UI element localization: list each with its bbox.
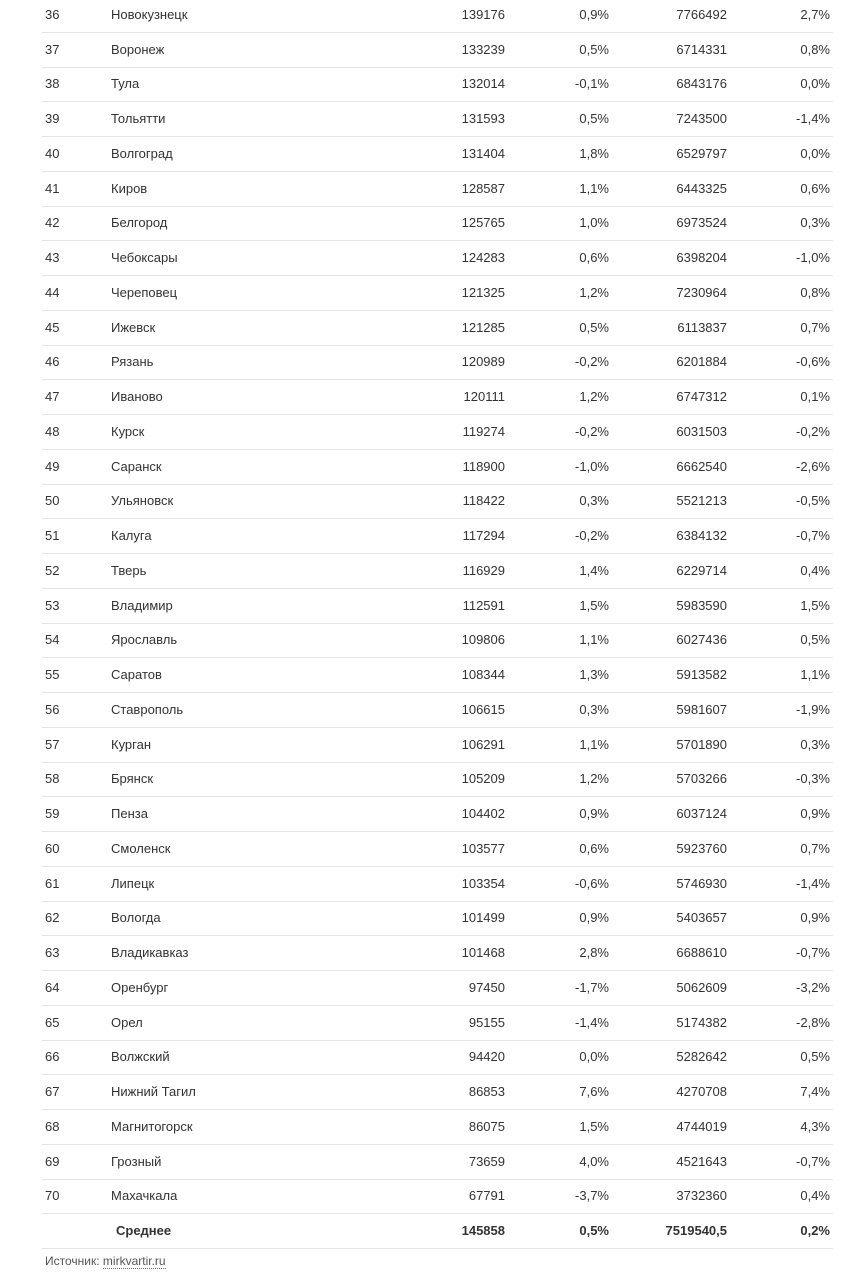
price-change-cell: -1,0%	[505, 449, 609, 484]
cost-change-cell: 4,3%	[727, 1110, 833, 1145]
table-row	[42, 658, 833, 693]
city-cell: Иваново	[111, 380, 371, 415]
table-row	[42, 1005, 833, 1040]
avg-cost-cell: 6747312	[609, 380, 727, 415]
summary-rank-cell	[42, 1214, 111, 1249]
avg-cost-cell: 7230964	[609, 276, 727, 311]
table-row	[42, 519, 833, 554]
rank-cell: 67	[42, 1075, 111, 1110]
rank-cell: 52	[42, 554, 111, 589]
avg-cost-cell: 5174382	[609, 1005, 727, 1040]
city-cell: Киров	[111, 171, 371, 206]
avg-cost-cell: 4521643	[609, 1144, 727, 1179]
city-cell: Ставрополь	[111, 693, 371, 728]
city-cell: Владикавказ	[111, 936, 371, 971]
city-cell: Вологда	[111, 901, 371, 936]
cost-change-cell: -0,3%	[727, 762, 833, 797]
price-change-cell: 2,8%	[505, 936, 609, 971]
price-per-sqm-cell: 112591	[371, 588, 505, 623]
price-per-sqm-cell: 104402	[371, 797, 505, 832]
table-row	[42, 0, 833, 32]
price-per-sqm-cell: 133239	[371, 32, 505, 67]
cost-change-cell: 1,5%	[727, 588, 833, 623]
cost-change-cell: -0,7%	[727, 936, 833, 971]
price-per-sqm-cell: 131404	[371, 137, 505, 172]
price-per-sqm-cell: 94420	[371, 1040, 505, 1075]
city-price-table-container	[42, 0, 833, 1249]
table-row	[42, 936, 833, 971]
avg-cost-cell: 6027436	[609, 623, 727, 658]
table-row	[42, 1110, 833, 1145]
summary-price: 145858	[371, 1214, 505, 1249]
rank-cell: 64	[42, 971, 111, 1006]
city-cell: Владимир	[111, 588, 371, 623]
price-per-sqm-cell: 95155	[371, 1005, 505, 1040]
rank-cell: 69	[42, 1144, 111, 1179]
avg-cost-cell: 5981607	[609, 693, 727, 728]
avg-cost-cell: 5746930	[609, 866, 727, 901]
rank-cell: 53	[42, 588, 111, 623]
city-cell: Тверь	[111, 554, 371, 589]
summary-price-change: 0,5%	[505, 1214, 609, 1249]
city-cell: Саратов	[111, 658, 371, 693]
rank-cell: 40	[42, 137, 111, 172]
price-per-sqm-cell: 86075	[371, 1110, 505, 1145]
avg-cost-cell: 7766492	[609, 0, 727, 32]
city-cell: Волжский	[111, 1040, 371, 1075]
price-per-sqm-cell: 106615	[371, 693, 505, 728]
rank-cell: 61	[42, 866, 111, 901]
cost-change-cell: 0,9%	[727, 797, 833, 832]
price-per-sqm-cell: 120989	[371, 345, 505, 380]
cost-change-cell: -0,5%	[727, 484, 833, 519]
table-row	[42, 206, 833, 241]
table-row	[42, 276, 833, 311]
rank-cell: 46	[42, 345, 111, 380]
rank-cell: 68	[42, 1110, 111, 1145]
avg-cost-cell: 5521213	[609, 484, 727, 519]
avg-cost-cell: 4744019	[609, 1110, 727, 1145]
price-change-cell: -0,2%	[505, 519, 609, 554]
avg-cost-cell: 5913582	[609, 658, 727, 693]
table-row	[42, 1144, 833, 1179]
rank-cell: 56	[42, 693, 111, 728]
table-row	[42, 866, 833, 901]
cost-change-cell: 0,4%	[727, 1179, 833, 1214]
avg-cost-cell: 5703266	[609, 762, 727, 797]
price-change-cell: -0,2%	[505, 415, 609, 450]
table-row	[42, 32, 833, 67]
price-per-sqm-cell: 120111	[371, 380, 505, 415]
avg-cost-cell: 7243500	[609, 102, 727, 137]
city-cell: Брянск	[111, 762, 371, 797]
cost-change-cell: 0,8%	[727, 32, 833, 67]
table-row	[42, 484, 833, 519]
price-change-cell: 1,5%	[505, 588, 609, 623]
price-change-cell: 1,2%	[505, 762, 609, 797]
table-row	[42, 901, 833, 936]
price-per-sqm-cell: 139176	[371, 0, 505, 32]
avg-cost-cell: 6843176	[609, 67, 727, 102]
price-change-cell: -0,6%	[505, 866, 609, 901]
avg-cost-cell: 6031503	[609, 415, 727, 450]
city-cell: Ижевск	[111, 310, 371, 345]
rank-cell: 43	[42, 241, 111, 276]
cost-change-cell: -0,6%	[727, 345, 833, 380]
city-cell: Рязань	[111, 345, 371, 380]
avg-cost-cell: 6973524	[609, 206, 727, 241]
rank-cell: 39	[42, 102, 111, 137]
rank-cell: 63	[42, 936, 111, 971]
table-row	[42, 415, 833, 450]
city-cell: Тольятти	[111, 102, 371, 137]
cost-change-cell: -1,4%	[727, 866, 833, 901]
rank-cell: 38	[42, 67, 111, 102]
rank-cell: 57	[42, 727, 111, 762]
avg-cost-cell: 5062609	[609, 971, 727, 1006]
summary-cost: 7519540,5	[609, 1214, 727, 1249]
table-row	[42, 380, 833, 415]
source-link[interactable]: mirkvartir.ru	[102, 1254, 166, 1268]
price-change-cell: 0,5%	[505, 310, 609, 345]
city-cell: Орел	[111, 1005, 371, 1040]
rank-cell: 49	[42, 449, 111, 484]
table-body	[42, 0, 833, 1249]
avg-cost-cell: 6662540	[609, 449, 727, 484]
rank-cell: 65	[42, 1005, 111, 1040]
table-row	[42, 762, 833, 797]
rank-cell: 50	[42, 484, 111, 519]
price-per-sqm-cell: 101468	[371, 936, 505, 971]
cost-change-cell: -3,2%	[727, 971, 833, 1006]
cost-change-cell: -2,8%	[727, 1005, 833, 1040]
price-per-sqm-cell: 105209	[371, 762, 505, 797]
city-cell: Воронеж	[111, 32, 371, 67]
avg-cost-cell: 6037124	[609, 797, 727, 832]
rank-cell: 36	[42, 0, 111, 32]
rank-cell: 66	[42, 1040, 111, 1075]
price-change-cell: -3,7%	[505, 1179, 609, 1214]
price-change-cell: 0,9%	[505, 901, 609, 936]
avg-cost-cell: 6529797	[609, 137, 727, 172]
price-change-cell: -0,2%	[505, 345, 609, 380]
avg-cost-cell: 6229714	[609, 554, 727, 589]
cost-change-cell: 0,4%	[727, 554, 833, 589]
city-cell: Ярославль	[111, 623, 371, 658]
city-cell: Белгород	[111, 206, 371, 241]
city-cell: Новокузнецк	[111, 0, 371, 32]
city-cell: Оренбург	[111, 971, 371, 1006]
rank-cell: 41	[42, 171, 111, 206]
price-per-sqm-cell: 124283	[371, 241, 505, 276]
avg-cost-cell: 5923760	[609, 832, 727, 867]
price-change-cell: 1,8%	[505, 137, 609, 172]
summary-label: Среднее	[111, 1214, 371, 1249]
avg-cost-cell: 3732360	[609, 1179, 727, 1214]
rank-cell: 62	[42, 901, 111, 936]
price-per-sqm-cell: 109806	[371, 623, 505, 658]
cost-change-cell: 0,6%	[727, 171, 833, 206]
cost-change-cell: 0,7%	[727, 832, 833, 867]
city-price-table	[42, 0, 833, 1249]
table-row	[42, 623, 833, 658]
price-change-cell: 1,2%	[505, 276, 609, 311]
cost-change-cell: 2,7%	[727, 0, 833, 32]
price-per-sqm-cell: 121325	[371, 276, 505, 311]
cost-change-cell: -0,2%	[727, 415, 833, 450]
city-cell: Липецк	[111, 866, 371, 901]
table-row	[42, 1040, 833, 1075]
cost-change-cell: -0,7%	[727, 519, 833, 554]
price-change-cell: 1,2%	[505, 380, 609, 415]
table-row	[42, 102, 833, 137]
price-per-sqm-cell: 116929	[371, 554, 505, 589]
price-change-cell: -1,7%	[505, 971, 609, 1006]
cost-change-cell: 0,3%	[727, 727, 833, 762]
avg-cost-cell: 6384132	[609, 519, 727, 554]
cost-change-cell: 0,5%	[727, 623, 833, 658]
city-cell: Волгоград	[111, 137, 371, 172]
table-row	[42, 1075, 833, 1110]
rank-cell: 60	[42, 832, 111, 867]
price-per-sqm-cell: 121285	[371, 310, 505, 345]
price-per-sqm-cell: 118900	[371, 449, 505, 484]
price-change-cell: 1,5%	[505, 1110, 609, 1145]
price-per-sqm-cell: 108344	[371, 658, 505, 693]
table-row	[42, 310, 833, 345]
price-change-cell: 1,1%	[505, 623, 609, 658]
table-row	[42, 137, 833, 172]
cost-change-cell: 0,0%	[727, 67, 833, 102]
price-change-cell: 0,0%	[505, 1040, 609, 1075]
avg-cost-cell: 6714331	[609, 32, 727, 67]
table-row	[42, 1179, 833, 1214]
price-change-cell: 1,4%	[505, 554, 609, 589]
price-per-sqm-cell: 128587	[371, 171, 505, 206]
city-cell: Саранск	[111, 449, 371, 484]
price-change-cell: 1,1%	[505, 171, 609, 206]
avg-cost-cell: 5403657	[609, 901, 727, 936]
summary-cost-change: 0,2%	[727, 1214, 833, 1249]
cost-change-cell: -2,6%	[727, 449, 833, 484]
table-row	[42, 693, 833, 728]
city-cell: Пенза	[111, 797, 371, 832]
avg-cost-cell: 5701890	[609, 727, 727, 762]
price-change-cell: 1,3%	[505, 658, 609, 693]
table-row	[42, 832, 833, 867]
rank-cell: 47	[42, 380, 111, 415]
price-per-sqm-cell: 67791	[371, 1179, 505, 1214]
table-row	[42, 67, 833, 102]
price-per-sqm-cell: 117294	[371, 519, 505, 554]
rank-cell: 54	[42, 623, 111, 658]
cost-change-cell: 0,1%	[727, 380, 833, 415]
table-row	[42, 797, 833, 832]
cost-change-cell: 0,5%	[727, 1040, 833, 1075]
price-change-cell: 0,5%	[505, 32, 609, 67]
price-change-cell: -1,4%	[505, 1005, 609, 1040]
price-change-cell: 0,3%	[505, 693, 609, 728]
rank-cell: 42	[42, 206, 111, 241]
table-row	[42, 588, 833, 623]
city-cell: Тула	[111, 67, 371, 102]
price-change-cell: 1,1%	[505, 727, 609, 762]
price-change-cell: 7,6%	[505, 1075, 609, 1110]
table-row	[42, 241, 833, 276]
price-change-cell: 0,6%	[505, 241, 609, 276]
cost-change-cell: -1,0%	[727, 241, 833, 276]
cost-change-cell: -1,4%	[727, 102, 833, 137]
city-cell: Курск	[111, 415, 371, 450]
avg-cost-cell: 5282642	[609, 1040, 727, 1075]
price-per-sqm-cell: 132014	[371, 67, 505, 102]
price-change-cell: 0,9%	[505, 0, 609, 32]
city-cell: Грозный	[111, 1144, 371, 1179]
cost-change-cell: 0,0%	[727, 137, 833, 172]
avg-cost-cell: 6398204	[609, 241, 727, 276]
city-cell: Чебоксары	[111, 241, 371, 276]
cost-change-cell: 0,7%	[727, 310, 833, 345]
city-cell: Ульяновск	[111, 484, 371, 519]
table-row	[42, 971, 833, 1006]
table-row	[42, 345, 833, 380]
rank-cell: 51	[42, 519, 111, 554]
rank-cell: 55	[42, 658, 111, 693]
price-change-cell: 0,9%	[505, 797, 609, 832]
source-line	[45, 1254, 166, 1268]
price-per-sqm-cell: 106291	[371, 727, 505, 762]
price-per-sqm-cell: 119274	[371, 415, 505, 450]
city-cell: Курган	[111, 727, 371, 762]
price-change-cell: 1,0%	[505, 206, 609, 241]
table-row	[42, 449, 833, 484]
city-cell: Череповец	[111, 276, 371, 311]
cost-change-cell: -0,7%	[727, 1144, 833, 1179]
price-per-sqm-cell: 118422	[371, 484, 505, 519]
city-cell: Калуга	[111, 519, 371, 554]
price-per-sqm-cell: 86853	[371, 1075, 505, 1110]
avg-cost-cell: 4270708	[609, 1075, 727, 1110]
avg-cost-cell: 5983590	[609, 588, 727, 623]
price-per-sqm-cell: 131593	[371, 102, 505, 137]
price-change-cell: 4,0%	[505, 1144, 609, 1179]
avg-cost-cell: 6113837	[609, 310, 727, 345]
rank-cell: 44	[42, 276, 111, 311]
rank-cell: 59	[42, 797, 111, 832]
city-cell: Махачкала	[111, 1179, 371, 1214]
price-change-cell: 0,5%	[505, 102, 609, 137]
cost-change-cell: 7,4%	[727, 1075, 833, 1110]
city-cell: Смоленск	[111, 832, 371, 867]
table-row	[42, 554, 833, 589]
cost-change-cell: 0,9%	[727, 901, 833, 936]
cost-change-cell: 0,3%	[727, 206, 833, 241]
price-per-sqm-cell: 97450	[371, 971, 505, 1006]
rank-cell: 48	[42, 415, 111, 450]
price-per-sqm-cell: 125765	[371, 206, 505, 241]
table-row	[42, 727, 833, 762]
price-change-cell: 0,3%	[505, 484, 609, 519]
rank-cell: 58	[42, 762, 111, 797]
price-per-sqm-cell: 103577	[371, 832, 505, 867]
price-change-cell: -0,1%	[505, 67, 609, 102]
rank-cell: 45	[42, 310, 111, 345]
price-change-cell: 0,6%	[505, 832, 609, 867]
cost-change-cell: 1,1%	[727, 658, 833, 693]
avg-cost-cell: 6201884	[609, 345, 727, 380]
summary-row	[42, 1214, 833, 1249]
city-cell: Нижний Тагил	[111, 1075, 371, 1110]
avg-cost-cell: 6443325	[609, 171, 727, 206]
city-cell: Магнитогорск	[111, 1110, 371, 1145]
rank-cell: 70	[42, 1179, 111, 1214]
avg-cost-cell: 6688610	[609, 936, 727, 971]
cost-change-cell: 0,8%	[727, 276, 833, 311]
price-per-sqm-cell: 103354	[371, 866, 505, 901]
table-row	[42, 171, 833, 206]
source-label: Источник:	[45, 1254, 100, 1268]
cost-change-cell: -1,9%	[727, 693, 833, 728]
price-per-sqm-cell: 73659	[371, 1144, 505, 1179]
rank-cell: 37	[42, 32, 111, 67]
price-per-sqm-cell: 101499	[371, 901, 505, 936]
